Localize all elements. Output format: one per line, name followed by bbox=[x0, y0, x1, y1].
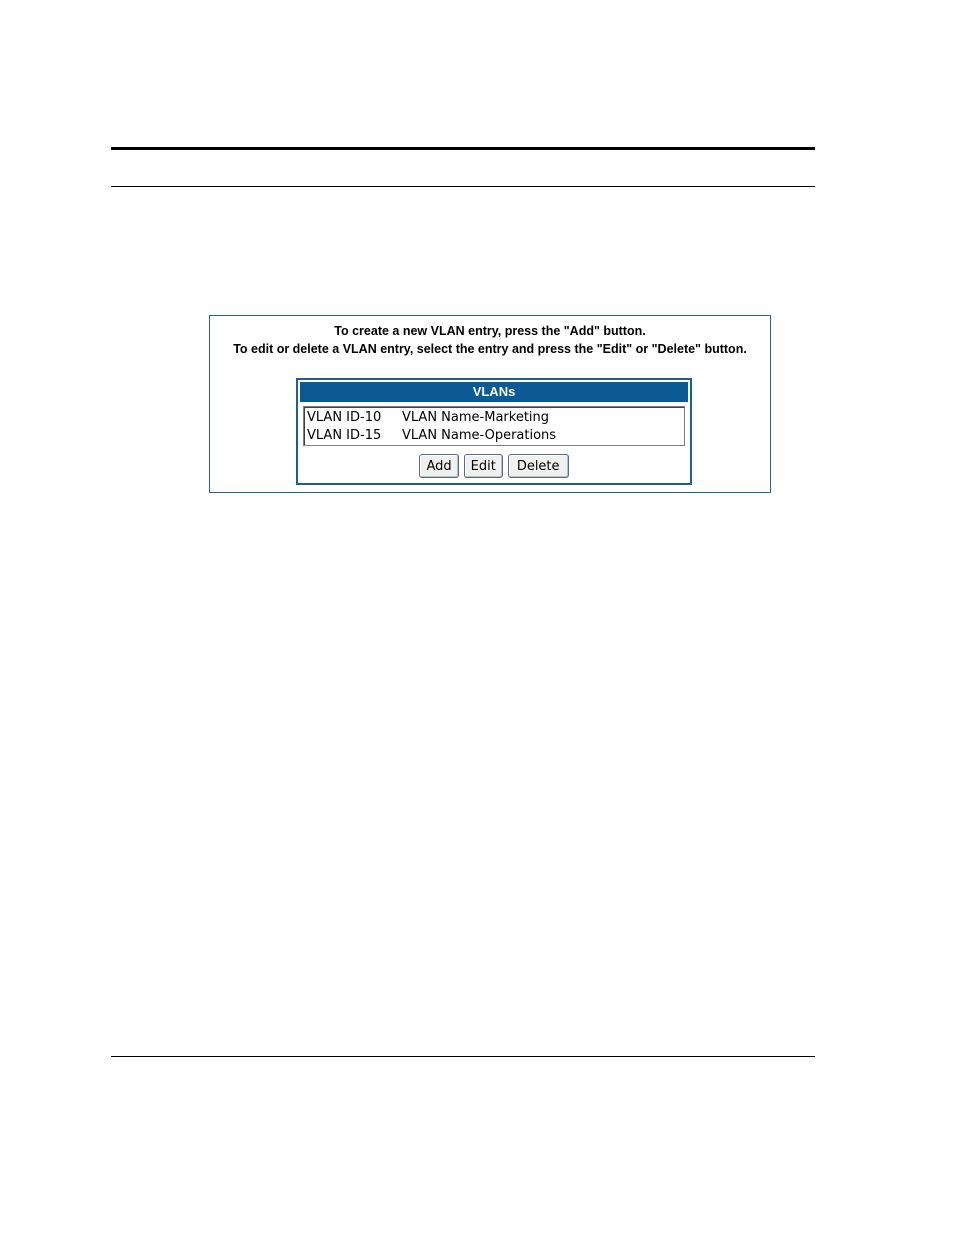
edit-button[interactable]: Edit bbox=[464, 454, 503, 478]
header-rule-thick bbox=[111, 147, 815, 150]
instruction-line-add: To create a new VLAN entry, press the "Add" button. bbox=[334, 324, 646, 338]
vlan-panel bbox=[209, 315, 771, 493]
vlan-listbox[interactable] bbox=[303, 406, 685, 446]
add-button[interactable]: Add bbox=[419, 454, 458, 478]
vlan-id: VLAN ID-15 bbox=[307, 428, 382, 443]
delete-button[interactable]: Delete bbox=[508, 454, 569, 478]
vlan-button-row bbox=[298, 454, 690, 478]
header-rule-thin bbox=[111, 186, 815, 187]
vlan-name: VLAN Name-Marketing bbox=[402, 410, 550, 425]
vlan-id: VLAN ID-10 bbox=[307, 410, 382, 425]
footer-rule bbox=[111, 1056, 815, 1057]
vlans-box bbox=[296, 378, 692, 485]
instruction-line-edit-delete: To edit or delete a VLAN entry, select the entry and press the "Edit" or "Delete" button. bbox=[233, 342, 747, 356]
list-item[interactable] bbox=[307, 409, 681, 427]
vlans-title: VLANs bbox=[300, 382, 688, 402]
vlan-name: VLAN Name-Operations bbox=[402, 428, 557, 443]
instructions bbox=[210, 322, 770, 358]
list-item[interactable] bbox=[307, 427, 681, 445]
